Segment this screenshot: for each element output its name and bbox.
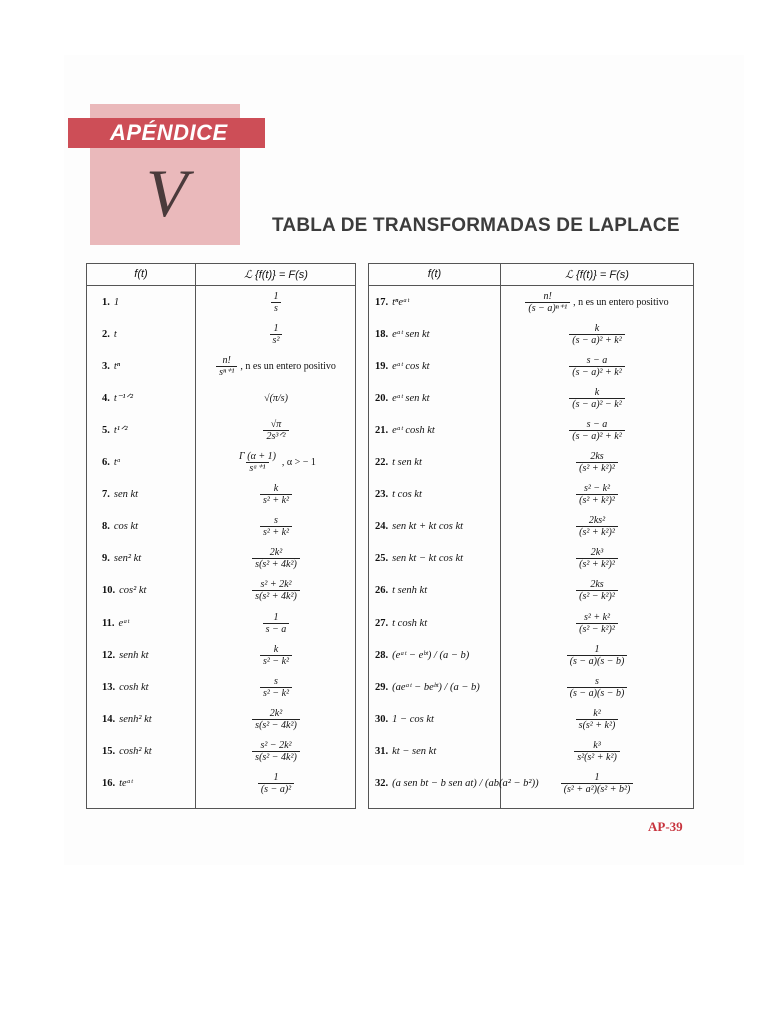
transform-suffix: , n es un entero positivo: [573, 296, 669, 308]
transform-cell: [501, 639, 693, 671]
transform-fraction: [576, 483, 618, 506]
transform-cell: [501, 671, 693, 703]
formula-number: 14.: [102, 713, 116, 725]
table-row: [369, 543, 693, 575]
function-cell: [375, 479, 422, 511]
function-cell: [102, 414, 128, 446]
fraction-denominator: s − a: [263, 623, 290, 635]
transform-fraction: [252, 579, 300, 602]
fraction-denominator: 2s³ᐟ²: [263, 430, 288, 442]
fraction-numerator: s² − 2k²: [260, 739, 292, 751]
table-row: [369, 350, 693, 382]
transform-fraction: [569, 419, 624, 442]
transform-cell: [501, 350, 693, 382]
table-row: [369, 382, 693, 414]
fraction-numerator: s: [595, 675, 599, 687]
table-row: [87, 575, 355, 607]
function-cell: [102, 479, 138, 511]
function-cell: [102, 543, 141, 575]
fraction-denominator: (s² + k²)²: [576, 526, 618, 538]
table-row: [87, 447, 355, 479]
function-cell: [375, 382, 430, 414]
function-expression: kt − sen kt: [392, 745, 437, 757]
function-expression: sen kt − kt cos kt: [392, 553, 464, 565]
fraction-denominator: (s² + k²)²: [576, 462, 618, 474]
transform-fraction: [576, 547, 618, 570]
fraction-denominator: (s − a)² − k²: [569, 398, 624, 410]
function-cell: [375, 735, 436, 767]
fraction-denominator: sⁿ⁺¹: [216, 366, 237, 378]
transform-fraction: [263, 419, 288, 442]
fraction-numerator: s² − k²: [583, 483, 611, 495]
transform-fraction: [270, 323, 283, 346]
table-row: [87, 768, 355, 800]
transform-suffix: , α > − 1: [281, 457, 316, 468]
fraction-numerator: 2ks: [590, 451, 604, 462]
page-title: TABLA DE TRANSFORMADAS DE LAPLACE: [272, 215, 680, 236]
table-row: [87, 735, 355, 767]
fraction-denominator: (s² − k²)²: [576, 590, 618, 602]
function-expression: 1 − cos kt: [392, 713, 434, 725]
transform-cell: [196, 382, 356, 414]
transform-fraction: [252, 740, 300, 763]
table-row: [369, 768, 693, 800]
function-expression: (a sen bt − b sen at) / (ab(a² − b²)): [392, 778, 539, 789]
transform-cell: [501, 511, 693, 543]
transform-cell: [196, 318, 356, 350]
fraction-denominator: s(s² + k²): [576, 719, 619, 731]
function-expression: senh kt: [119, 649, 149, 661]
function-expression: t: [113, 328, 117, 340]
fraction-numerator: 1: [594, 772, 600, 783]
fraction-numerator: k: [273, 483, 279, 495]
fraction-denominator: (s − a)² + k²: [569, 366, 624, 378]
formula-number: 11.: [102, 617, 115, 629]
fraction-numerator: 1: [273, 290, 279, 302]
fraction-denominator: (s² + k²)²: [576, 494, 618, 506]
formula-number: 26.: [375, 585, 389, 597]
transform-cell: [196, 479, 356, 511]
transform-suffix: √(π/s): [264, 392, 288, 404]
function-expression: eᵃᵗ sen kt: [392, 392, 430, 404]
transform-fraction: [569, 355, 624, 378]
fraction-denominator: (s − a)ⁿ⁺¹: [525, 302, 570, 314]
function-cell: [375, 511, 463, 543]
formula-number: 27.: [375, 617, 389, 629]
function-cell: [102, 511, 138, 543]
table-row: [369, 575, 693, 607]
fraction-numerator: s: [274, 515, 278, 527]
table-row: [87, 479, 355, 511]
formula-number: 8.: [102, 521, 110, 533]
table-row: [87, 511, 355, 543]
transform-cell: [501, 735, 693, 767]
formula-number: 23.: [375, 489, 389, 501]
fraction-numerator: 1: [273, 611, 279, 623]
formula-number: 24.: [375, 521, 389, 533]
function-expression: tⁿeᵃᵗ: [392, 296, 409, 308]
transform-cell: [196, 286, 356, 318]
fraction-numerator: 2k²: [269, 547, 283, 559]
header-f: f(t): [427, 268, 442, 280]
function-expression: eᵃᵗ cos kt: [392, 360, 430, 372]
fraction-denominator: (s − a)² + k²: [569, 430, 624, 442]
table-row: [369, 318, 693, 350]
transform-fraction: [576, 612, 618, 635]
function-expression: t cosh kt: [392, 617, 428, 629]
table-row: [369, 671, 693, 703]
header-F: ℒ {f(t)} = F(s): [565, 269, 629, 281]
transform-cell: [196, 447, 356, 479]
transform-fraction: [576, 579, 618, 602]
formula-number: 2.: [102, 328, 110, 340]
function-expression: (eᵃᵗ − eᵇᵗ) / (a − b): [392, 649, 470, 661]
fraction-numerator: s² + 2k²: [260, 579, 292, 591]
table-row: [369, 703, 693, 735]
fraction-denominator: (s² + a²)(s² + b²): [561, 783, 634, 795]
transform-cell: [501, 543, 693, 575]
table-row: [87, 639, 355, 671]
function-cell: [102, 350, 120, 382]
fraction-denominator: s²: [270, 334, 283, 346]
function-expression: tᵅ: [113, 457, 121, 468]
laplace-table-right: [368, 263, 694, 809]
function-cell: [375, 703, 434, 735]
table-row: [369, 639, 693, 671]
transform-fraction: [525, 291, 570, 314]
function-cell: [375, 607, 427, 639]
transform-suffix: , n es un entero positivo: [240, 360, 336, 372]
transform-cell: [196, 639, 356, 671]
function-cell: [375, 318, 430, 350]
fraction-numerator: Γ (α + 1): [239, 451, 276, 462]
transform-cell: [196, 671, 356, 703]
formula-number: 29.: [375, 681, 389, 693]
function-expression: sen kt + kt cos kt: [392, 521, 464, 533]
function-cell: [375, 575, 427, 607]
fraction-numerator: n!: [222, 354, 231, 366]
table-row: [87, 703, 355, 735]
fraction-denominator: s(s² − 4k²): [252, 751, 300, 763]
transform-cell: [501, 703, 693, 735]
fraction-denominator: s²(s² + k²): [574, 751, 620, 763]
transform-cell: [501, 382, 693, 414]
function-cell: [102, 575, 146, 607]
header-F: ℒ {f(t)} = F(s): [244, 269, 308, 281]
transform-cell: [501, 286, 693, 318]
transform-fraction: [574, 740, 620, 763]
function-cell: [102, 318, 117, 350]
function-expression: eᵃᵗ sen kt: [392, 328, 430, 340]
transform-cell: [196, 768, 356, 800]
function-cell: [375, 447, 422, 479]
function-cell: [102, 735, 152, 767]
table-row: [369, 286, 693, 318]
transform-fraction: [236, 451, 279, 474]
function-cell: [102, 607, 129, 639]
function-expression: sen² kt: [113, 553, 142, 565]
fraction-numerator: s − a: [586, 354, 608, 366]
fraction-numerator: 2k²: [269, 707, 283, 719]
function-cell: [102, 382, 133, 414]
transform-fraction: [561, 772, 634, 795]
transform-fraction: [271, 291, 282, 314]
fraction-numerator: s: [274, 675, 278, 687]
table-row: [87, 671, 355, 703]
table-row: [87, 607, 355, 639]
table-header: [87, 264, 355, 286]
transform-fraction: [258, 772, 294, 795]
function-cell: [102, 639, 149, 671]
function-expression: t¹ᐟ²: [113, 425, 128, 437]
transform-fraction: [576, 515, 618, 538]
function-expression: senh² kt: [119, 713, 152, 725]
fraction-denominator: (s − a)(s − b): [567, 687, 628, 699]
transform-cell: [196, 414, 356, 446]
function-cell: [375, 671, 480, 703]
formula-number: 1.: [102, 296, 110, 308]
fraction-denominator: (s − a)(s − b): [567, 655, 628, 667]
transform-cell: [196, 511, 356, 543]
table-row: [87, 414, 355, 446]
transform-cell: [501, 607, 693, 639]
formula-number: 22.: [375, 457, 389, 468]
function-cell: [375, 639, 469, 671]
transform-cell: [501, 318, 693, 350]
fraction-numerator: 2ks²: [588, 515, 606, 527]
function-expression: t senh kt: [392, 585, 428, 597]
formula-number: 17.: [375, 296, 389, 308]
function-expression: cos² kt: [119, 585, 147, 597]
function-cell: [102, 703, 152, 735]
fraction-denominator: s² − k²: [260, 655, 292, 667]
function-cell: [375, 286, 409, 318]
transform-cell: [196, 703, 356, 735]
transform-fraction: [263, 612, 290, 635]
fraction-denominator: (s − a)²: [258, 783, 294, 795]
fraction-denominator: s² − k²: [260, 687, 292, 699]
transform-fraction: [252, 547, 300, 570]
page-number: AP-39: [648, 819, 683, 834]
formula-number: 4.: [102, 392, 110, 404]
table-row: [87, 350, 355, 382]
appendix-numeral: V: [146, 155, 188, 231]
table-header: [369, 264, 693, 286]
fraction-numerator: 2ks: [590, 579, 604, 591]
formula-number: 18.: [375, 328, 389, 340]
formula-number: 30.: [375, 713, 389, 725]
function-expression: cos kt: [113, 521, 139, 533]
function-cell: [102, 286, 119, 318]
transform-fraction: [569, 387, 624, 410]
transform-fraction: [576, 451, 618, 474]
formula-number: 13.: [102, 681, 116, 693]
fraction-numerator: k: [594, 386, 600, 398]
fraction-numerator: s − a: [586, 418, 608, 430]
function-expression: (aeᵃᵗ − beᵇᵗ) / (a − b): [392, 681, 480, 693]
fraction-denominator: s² + k²: [260, 526, 292, 538]
function-expression: cosh² kt: [119, 745, 152, 757]
formula-number: 32.: [375, 778, 389, 789]
formula-number: 20.: [375, 392, 389, 404]
function-expression: eᵃᵗ cosh kt: [392, 424, 435, 436]
function-expression: t sen kt: [392, 457, 422, 468]
function-cell: [102, 671, 149, 703]
transform-cell: [196, 735, 356, 767]
transform-fraction: [216, 355, 237, 378]
function-cell: [102, 768, 133, 800]
formula-number: 7.: [102, 489, 110, 501]
formula-number: 5.: [102, 424, 110, 436]
function-expression: t cos kt: [392, 489, 422, 501]
formula-number: 12.: [102, 649, 116, 661]
table-row: [369, 607, 693, 639]
formula-number: 10.: [102, 585, 116, 597]
formula-number: 28.: [375, 649, 389, 661]
fraction-numerator: s² + k²: [583, 611, 611, 623]
function-expression: t⁻¹ᐟ²: [113, 393, 134, 405]
formula-number: 3.: [102, 360, 110, 372]
table-row: [87, 382, 355, 414]
transform-cell: [501, 447, 693, 479]
formula-number: 6.: [102, 457, 110, 468]
fraction-numerator: k²: [593, 707, 601, 719]
transform-cell: [196, 350, 356, 382]
function-expression: tⁿ: [113, 360, 121, 372]
fraction-numerator: k: [273, 643, 279, 655]
transform-fraction: [569, 323, 624, 346]
function-expression: eᵃᵗ: [118, 617, 130, 629]
laplace-table-left: [86, 263, 356, 809]
fraction-denominator: s(s² + 4k²): [252, 590, 300, 602]
transform-cell: [501, 414, 693, 446]
fraction-numerator: 1: [273, 322, 279, 334]
fraction-numerator: k: [594, 322, 600, 334]
fraction-numerator: k³: [593, 739, 601, 751]
fraction-numerator: 2k³: [590, 547, 604, 559]
formula-number: 19.: [375, 360, 389, 372]
table-row: [369, 447, 693, 479]
function-expression: teᵃᵗ: [119, 778, 133, 789]
transform-fraction: [260, 644, 292, 667]
transform-cell: [501, 575, 693, 607]
fraction-numerator: √π: [270, 418, 282, 430]
fraction-denominator: s(s² − 4k²): [252, 719, 300, 731]
function-cell: [375, 414, 435, 446]
function-expression: sen kt: [113, 489, 139, 501]
transform-cell: [196, 543, 356, 575]
fraction-denominator: sᵅ⁺¹: [246, 462, 268, 474]
fraction-denominator: s: [271, 302, 281, 314]
table-row: [87, 543, 355, 575]
function-cell: [375, 350, 430, 382]
table-row: [369, 414, 693, 446]
transform-cell: [501, 768, 693, 800]
formula-number: 21.: [375, 424, 389, 436]
formula-number: 15.: [102, 745, 116, 757]
transform-fraction: [260, 676, 292, 699]
function-cell: [375, 543, 463, 575]
transform-fraction: [576, 708, 619, 731]
transform-cell: [196, 607, 356, 639]
header-f: f(t): [134, 268, 148, 280]
fraction-denominator: s(s² + 4k²): [252, 558, 300, 570]
transform-cell: [501, 479, 693, 511]
fraction-denominator: (s² + k²)²: [576, 558, 618, 570]
transform-fraction: [260, 515, 292, 538]
function-cell: [102, 447, 121, 479]
formula-number: 25.: [375, 553, 389, 565]
appendix-banner: APÉNDICE: [68, 118, 265, 148]
transform-fraction: [567, 676, 628, 699]
table-row: [369, 511, 693, 543]
fraction-denominator: s² + k²: [260, 494, 292, 506]
fraction-numerator: 1: [273, 772, 279, 783]
fraction-numerator: n!: [543, 290, 552, 302]
function-expression: 1: [113, 296, 120, 308]
transform-fraction: [567, 644, 628, 667]
table-row: [87, 286, 355, 318]
formula-number: 16.: [102, 778, 116, 789]
transform-fraction: [260, 483, 292, 506]
function-expression: cosh kt: [119, 681, 149, 693]
fraction-numerator: 1: [594, 643, 600, 655]
formula-number: 31.: [375, 745, 389, 757]
table-row: [369, 735, 693, 767]
fraction-denominator: (s² − k²)²: [576, 623, 618, 635]
table-row: [87, 318, 355, 350]
fraction-denominator: (s − a)² + k²: [569, 334, 624, 346]
transform-fraction: [252, 708, 300, 731]
formula-number: 9.: [102, 553, 110, 565]
transform-cell: [196, 575, 356, 607]
table-row: [369, 479, 693, 511]
